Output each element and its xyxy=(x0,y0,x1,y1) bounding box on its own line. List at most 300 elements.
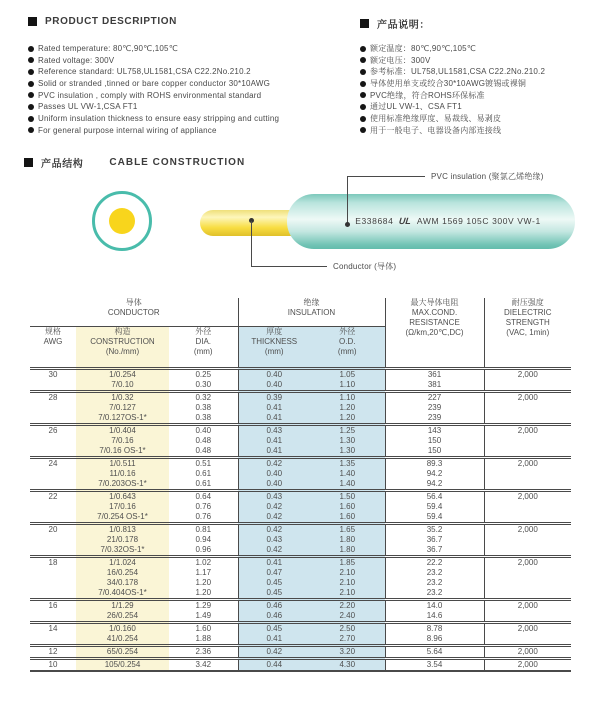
cell-value: 0.81 xyxy=(195,524,212,534)
cell-value: 0.44 xyxy=(266,659,283,669)
cell-value: 20 xyxy=(48,524,58,534)
cell-value: 1.60 xyxy=(195,623,212,633)
cell-value: 0.41 xyxy=(266,412,283,422)
bullet-icon xyxy=(28,92,34,98)
product-notes-cn-title xyxy=(360,16,430,31)
construction-cell xyxy=(76,490,169,523)
cell-value: 0.40 xyxy=(266,379,283,389)
cell-value: 0.46 xyxy=(266,600,283,610)
cell-value: 1.49 xyxy=(195,610,212,620)
cell-value: 361 xyxy=(427,369,442,379)
od-cell xyxy=(310,645,385,658)
od-header: 外径 O.D. (mm) xyxy=(310,326,385,368)
construction-cell xyxy=(76,457,169,490)
thickness-cell xyxy=(238,556,310,599)
cell-value: 1.05 xyxy=(339,369,356,379)
thickness-cell xyxy=(238,457,310,490)
cell-value: 94.2 xyxy=(426,478,443,488)
square-bullet-icon xyxy=(28,17,37,26)
spec-table-body xyxy=(30,368,571,671)
cell-value: 0.40 xyxy=(266,369,283,379)
list-item-text: 额定温度：80℃,90℃,105℃ xyxy=(370,44,476,53)
awg-header: 规格 AWG xyxy=(30,326,76,368)
cell-value: 59.4 xyxy=(426,501,443,511)
thickness-cell xyxy=(238,599,310,622)
construction-cell xyxy=(76,391,169,424)
cell-value: 7/0.127 xyxy=(109,402,136,412)
spec-table-header xyxy=(30,298,571,368)
cell-value: 1/1.29 xyxy=(111,600,134,610)
cell-value: 1.20 xyxy=(339,402,356,412)
cell-value: 30 xyxy=(48,369,58,379)
resistance-cell xyxy=(385,599,484,622)
cell-value: 14.6 xyxy=(426,610,443,620)
list-item xyxy=(28,126,358,138)
cell-value: 24 xyxy=(48,458,58,468)
strength-cell xyxy=(484,599,571,622)
od-cell xyxy=(310,523,385,556)
table-row xyxy=(30,658,571,671)
strength-header: 耐压强度 DIELECTRIC STRENGTH (VAC, 1min) xyxy=(484,298,571,368)
table-row xyxy=(30,523,571,556)
bullet-icon xyxy=(360,104,366,110)
cell-value: 2,000 xyxy=(517,557,538,567)
cell-value: 0.43 xyxy=(266,491,283,501)
bullet-icon xyxy=(360,116,366,122)
cell-value: 0.30 xyxy=(195,379,212,389)
cell-value: 7/0.203OS-1* xyxy=(98,478,147,488)
cell-value: 7/0.404OS-1* xyxy=(98,587,147,597)
bullet-icon xyxy=(28,116,34,122)
cell-value: 0.39 xyxy=(266,392,283,402)
construction-cell xyxy=(76,645,169,658)
pvc-callout-line-v xyxy=(347,176,348,225)
awg-cell xyxy=(30,368,76,391)
bullet-icon xyxy=(360,81,366,87)
cell-value: 0.41 xyxy=(266,435,283,445)
od-cell xyxy=(310,457,385,490)
list-item-text: Rated voltage: 300V xyxy=(38,55,115,65)
thickness-header: 厚度 THICKNESS (mm) xyxy=(238,326,310,368)
cell-value: 2.50 xyxy=(339,623,356,633)
dia-cell xyxy=(169,490,238,523)
dia-cell xyxy=(169,622,238,645)
awg-cell xyxy=(30,599,76,622)
cell-value: 0.40 xyxy=(266,478,283,488)
list-item xyxy=(28,79,358,91)
resistance-cell xyxy=(385,523,484,556)
resistance-cell xyxy=(385,645,484,658)
table-row xyxy=(30,645,571,658)
list-item xyxy=(28,102,358,114)
cell-value: 1.02 xyxy=(195,557,212,567)
cell-value: 0.41 xyxy=(266,557,283,567)
strength-cell xyxy=(484,391,571,424)
construction-cell xyxy=(76,523,169,556)
bullet-icon xyxy=(360,92,366,98)
cell-value: 1.17 xyxy=(195,567,212,577)
cell-value: 1.10 xyxy=(339,379,356,389)
cell-value: 0.42 xyxy=(266,524,283,534)
cell-value: 1/0.254 xyxy=(109,369,136,379)
cell-value: 2,000 xyxy=(517,659,538,669)
table-row xyxy=(30,457,571,490)
cell-value: 65/0.254 xyxy=(106,646,139,656)
conductor-group-header xyxy=(30,298,238,326)
cell-value: 35.2 xyxy=(426,524,443,534)
cell-value: 8.96 xyxy=(426,633,443,643)
cell-value: 0.45 xyxy=(266,587,283,597)
cable-construction-title-en: CABLE CONSTRUCTION xyxy=(109,157,246,168)
cell-value: 0.47 xyxy=(266,567,283,577)
list-item xyxy=(360,114,603,126)
cell-value: 0.38 xyxy=(195,402,212,412)
square-bullet-icon xyxy=(24,158,33,167)
conductor-callout-line-v xyxy=(251,221,252,266)
cell-value: 1.30 xyxy=(339,435,356,445)
construction-cell xyxy=(76,424,169,457)
cell-value: 7/0.16 OS-1* xyxy=(99,445,146,455)
list-item-text: For general purpose internal wiring of appliance xyxy=(38,125,217,135)
cell-value: 0.43 xyxy=(266,425,283,435)
bullet-icon xyxy=(360,69,366,75)
list-item-text: PVC insulation , comply with ROHS environmental standard xyxy=(38,90,262,100)
cell-value: 2,000 xyxy=(517,491,538,501)
od-cell xyxy=(310,391,385,424)
strength-cell xyxy=(484,490,571,523)
insulation-group-en: INSULATION xyxy=(287,308,336,317)
bullet-icon xyxy=(28,46,34,52)
cell-value: 26/0.254 xyxy=(106,610,139,620)
strength-cell xyxy=(484,622,571,645)
strength-cell xyxy=(484,457,571,490)
resistance-cell xyxy=(385,622,484,645)
cell-value: 1.10 xyxy=(339,392,356,402)
product-description-title xyxy=(28,16,177,27)
cell-value: 3.20 xyxy=(339,646,356,656)
cell-value: 0.42 xyxy=(266,501,283,511)
od-cell xyxy=(310,556,385,599)
cell-value: 22.2 xyxy=(426,557,443,567)
cell-value: 2,000 xyxy=(517,646,538,656)
cell-value: 0.41 xyxy=(266,402,283,412)
cell-value: 1.30 xyxy=(339,445,356,455)
pvc-callout-dot xyxy=(345,222,350,227)
cell-value: 1/0.404 xyxy=(109,425,136,435)
conductor-callout-line-h xyxy=(251,266,327,267)
cell-value: 1/0.160 xyxy=(109,623,136,633)
product-notes-cn-list xyxy=(360,44,603,138)
table-row xyxy=(30,556,571,599)
list-item-text: Rated temperature: 80℃,90℃,105℃ xyxy=(38,44,178,53)
cell-value: 0.41 xyxy=(266,633,283,643)
cell-value: 239 xyxy=(427,402,442,412)
list-item-text: Solid or stranded ,tinned or bare copper conductor 30*10AWG xyxy=(38,79,271,89)
cell-value: 2,000 xyxy=(517,392,538,402)
cable-insulation xyxy=(287,194,575,249)
cell-value: 1.29 xyxy=(195,600,212,610)
resistance-cell xyxy=(385,391,484,424)
product-description-title-text: PRODUCT DESCRIPTION xyxy=(45,16,177,27)
cell-value: 0.45 xyxy=(266,577,283,587)
cell-value: 0.42 xyxy=(266,511,283,521)
cell-value: 17/0.16 xyxy=(109,501,136,511)
cell-value: 0.42 xyxy=(266,458,283,468)
cell-value: 0.46 xyxy=(266,610,283,620)
thickness-cell xyxy=(238,368,310,391)
cell-value: 1/0.643 xyxy=(109,491,136,501)
cell-value: 0.41 xyxy=(266,445,283,455)
dia-cell xyxy=(169,457,238,490)
cell-value: 0.96 xyxy=(195,544,212,554)
list-item-text: 用于一般电子、电器设备内部连接线 xyxy=(370,125,502,135)
strength-cell xyxy=(484,645,571,658)
od-cell xyxy=(310,622,385,645)
dia-cell xyxy=(169,645,238,658)
list-item-text: 通过UL VW-1、CSA FT1 xyxy=(370,102,462,112)
cell-value: 0.51 xyxy=(195,458,212,468)
cell-value: 5.64 xyxy=(426,646,443,656)
cell-value: 26 xyxy=(48,425,58,435)
cell-value: 1.20 xyxy=(195,577,212,587)
thickness-cell xyxy=(238,391,310,424)
table-row xyxy=(30,622,571,645)
dia-cell xyxy=(169,599,238,622)
cell-value: 2.70 xyxy=(339,633,356,643)
thickness-cell xyxy=(238,424,310,457)
cell-value: 1/1.024 xyxy=(109,557,136,567)
list-item xyxy=(360,126,603,138)
cell-value: 0.40 xyxy=(195,425,212,435)
construction-cell xyxy=(76,368,169,391)
dia-cell xyxy=(169,424,238,457)
cell-value: 0.76 xyxy=(195,511,212,521)
cell-value: 23.2 xyxy=(426,567,443,577)
list-item xyxy=(360,44,603,56)
insulation-group-header xyxy=(238,298,385,326)
list-item xyxy=(360,79,603,91)
cell-value: 1/0.32 xyxy=(111,392,134,402)
cell-value: 4.30 xyxy=(339,659,356,669)
list-item-text: Passes UL VW-1,CSA FT1 xyxy=(38,102,138,112)
cell-value: 7/0.254 OS-1* xyxy=(97,511,148,521)
cell-value: 1.35 xyxy=(339,458,356,468)
cell-value: 89.3 xyxy=(426,458,443,468)
cell-value: 2,000 xyxy=(517,369,538,379)
cell-value: 0.48 xyxy=(195,445,212,455)
cell-value: 56.4 xyxy=(426,491,443,501)
cell-value: 23.2 xyxy=(426,587,443,597)
cell-value: 36.7 xyxy=(426,534,443,544)
conductor-label: Conductor (导体) xyxy=(333,262,397,271)
spec-table xyxy=(30,298,571,672)
list-item-text: Reference standard: UL758,UL1581,CSA C22.2No.210.2 xyxy=(38,67,251,77)
list-item xyxy=(28,67,358,79)
cell-value: 1.40 xyxy=(339,478,356,488)
bullet-icon xyxy=(360,127,366,133)
strength-cell xyxy=(484,523,571,556)
cell-value: 227 xyxy=(427,392,442,402)
cell-value: 34/0.178 xyxy=(106,577,139,587)
resistance-cell xyxy=(385,457,484,490)
bullet-icon xyxy=(360,46,366,52)
cell-value: 1.60 xyxy=(339,511,356,521)
resistance-cell xyxy=(385,368,484,391)
cell-value: 3.42 xyxy=(195,659,212,669)
awg-cell xyxy=(30,523,76,556)
cell-value: 2,000 xyxy=(517,425,538,435)
table-row xyxy=(30,490,571,523)
od-cell xyxy=(310,368,385,391)
cable-marking-prefix: E338684 xyxy=(355,215,394,226)
bullet-icon xyxy=(28,57,34,63)
cell-value: 0.42 xyxy=(266,544,283,554)
dia-cell xyxy=(169,523,238,556)
awg-cell xyxy=(30,424,76,457)
cell-value: 12 xyxy=(48,646,58,656)
cell-value: 11/0.16 xyxy=(109,468,136,478)
cell-value: 18 xyxy=(48,557,58,567)
cell-value: 2.20 xyxy=(339,600,356,610)
list-item xyxy=(28,91,358,103)
dia-cell xyxy=(169,368,238,391)
product-description-list xyxy=(28,44,358,138)
cable-marking-suffix: AWM 1569 105C 300V VW-1 xyxy=(416,215,541,226)
cell-value: 105/0.254 xyxy=(104,659,141,669)
strength-cell xyxy=(484,424,571,457)
product-notes-cn-title-text: 产品说明： xyxy=(377,20,430,31)
cell-value: 1.20 xyxy=(195,587,212,597)
cell-value: 7/0.127OS-1* xyxy=(98,412,147,422)
construction-header: 构造 CONSTRUCTION (No./mm) xyxy=(76,326,169,368)
conductor-group-en: CONDUCTOR xyxy=(107,308,160,317)
list-item xyxy=(28,114,358,126)
awg-cell xyxy=(30,457,76,490)
list-item xyxy=(360,56,603,68)
list-item xyxy=(360,67,603,79)
thickness-cell xyxy=(238,490,310,523)
thickness-cell xyxy=(238,658,310,671)
list-item xyxy=(360,91,603,103)
bullet-icon xyxy=(360,57,366,63)
thickness-cell xyxy=(238,523,310,556)
cell-value: 59.4 xyxy=(426,511,443,521)
table-row xyxy=(30,368,571,391)
cell-value: 0.40 xyxy=(266,468,283,478)
list-item-text: Uniform insulation thickness to ensure easy stripping and cutting xyxy=(38,114,280,124)
cell-value: 1/0.511 xyxy=(109,458,136,468)
cell-value: 2,000 xyxy=(517,458,538,468)
cell-value: 0.64 xyxy=(195,491,212,501)
pvc-insulation-label: PVC insulation (聚氯乙烯绝缘) xyxy=(431,172,544,181)
dia-cell xyxy=(169,658,238,671)
cell-value: 23.2 xyxy=(426,577,443,587)
cell-value: 1.40 xyxy=(339,468,356,478)
cell-value: 14 xyxy=(48,623,58,633)
resistance-cell xyxy=(385,658,484,671)
cell-value: 0.94 xyxy=(195,534,212,544)
strength-cell xyxy=(484,658,571,671)
cell-value: 1.25 xyxy=(339,425,356,435)
bullet-icon xyxy=(28,104,34,110)
resistance-cell xyxy=(385,490,484,523)
strength-cell xyxy=(484,368,571,391)
resistance-header: 最大导体电阻 MAX.COND. RESISTANCE (Ω/km,20℃,DC) xyxy=(385,298,484,368)
cell-value: 41/0.254 xyxy=(106,633,139,643)
cable-marking xyxy=(287,216,575,226)
bullet-icon xyxy=(28,81,34,87)
cell-value: 2.10 xyxy=(339,587,356,597)
square-bullet-icon xyxy=(360,19,369,28)
conductor-group-cn: 导体 xyxy=(125,298,142,307)
cell-value: 1.85 xyxy=(339,557,356,567)
table-row xyxy=(30,599,571,622)
awg-cell xyxy=(30,622,76,645)
cell-value: 22 xyxy=(48,491,58,501)
od-cell xyxy=(310,424,385,457)
cell-value: 239 xyxy=(427,412,442,422)
cell-value: 0.25 xyxy=(195,369,212,379)
cell-value: 0.61 xyxy=(195,468,212,478)
table-row xyxy=(30,424,571,457)
cell-value: 10 xyxy=(48,659,58,669)
dia-header: 外径 DIA. (mm) xyxy=(169,326,238,368)
thickness-cell xyxy=(238,645,310,658)
cell-value: 1.65 xyxy=(339,524,356,534)
cell-value: 1.80 xyxy=(339,534,356,544)
cell-value: 1.50 xyxy=(339,491,356,501)
resistance-cell xyxy=(385,424,484,457)
list-item-text: 参考标准：UL758,UL1581,CSA C22.2No.210.2 xyxy=(370,67,546,77)
ul-logo-icon: UL xyxy=(398,215,412,226)
table-row xyxy=(30,391,571,424)
cell-value: 2.10 xyxy=(339,567,356,577)
cell-value: 1.88 xyxy=(195,633,212,643)
cell-value: 0.61 xyxy=(195,478,212,488)
dia-cell xyxy=(169,391,238,424)
strength-cell xyxy=(484,556,571,599)
cell-value: 16 xyxy=(48,600,58,610)
awg-cell xyxy=(30,490,76,523)
od-cell xyxy=(310,490,385,523)
cell-value: 14.0 xyxy=(426,600,443,610)
cell-value: 0.42 xyxy=(266,646,283,656)
od-cell xyxy=(310,599,385,622)
cell-value: 0.45 xyxy=(266,623,283,633)
awg-cell xyxy=(30,556,76,599)
cable-construction-title-cn: 产品结构 xyxy=(41,159,84,170)
list-item-text: 使用标准绝缘厚度、易裁线、易剥皮 xyxy=(370,114,502,124)
cell-value: 7/0.32OS-1* xyxy=(100,544,145,554)
bullet-icon xyxy=(28,127,34,133)
cell-value: 1.60 xyxy=(339,501,356,511)
cell-value: 2,000 xyxy=(517,524,538,534)
dia-cell xyxy=(169,556,238,599)
cell-value: 1/0.813 xyxy=(109,524,136,534)
cell-value: 2.10 xyxy=(339,577,356,587)
insulation-group-cn: 绝缘 xyxy=(303,298,320,307)
cell-value: 2,000 xyxy=(517,600,538,610)
resistance-cell xyxy=(385,556,484,599)
cell-value: 150 xyxy=(427,445,442,455)
construction-cell xyxy=(76,658,169,671)
cable-construction-title xyxy=(24,155,245,170)
list-item-text: 额定电压：300V xyxy=(370,55,431,65)
list-item xyxy=(28,44,358,56)
construction-cell xyxy=(76,556,169,599)
cell-value: 381 xyxy=(427,379,442,389)
cell-value: 0.43 xyxy=(266,534,283,544)
